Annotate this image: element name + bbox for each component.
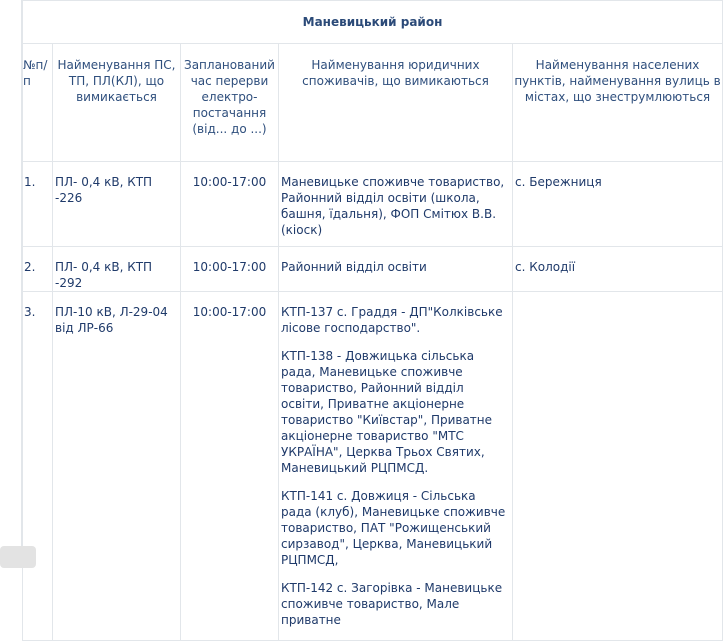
row-line: ПЛ- 0,4 кВ, КТП -226 (53, 162, 181, 247)
scroll-handle[interactable] (0, 546, 36, 568)
row-line: ПЛ- 0,4 кВ, КТП -292 (53, 247, 181, 292)
consumer-paragraph: Маневицьке споживче товариство, Районний відділ освіти (школа, башня, їдальня), ФОП Смітюх В.В.(кіоск) (281, 175, 505, 237)
row-locality: с. Бережниця (513, 162, 723, 247)
row-time: 10:00-17:00 (181, 247, 279, 292)
row-number: 2. (23, 247, 53, 292)
district-title: Маневицький район (23, 1, 723, 44)
table-row (23, 162, 723, 247)
row-locality: с. Колодії (513, 247, 723, 292)
consumer-paragraph: КТП-142 с. Загорівка - Маневицьке споживче товариство, Мале приватне (281, 581, 503, 627)
consumer-paragraph: Районний відділ освіти (281, 260, 427, 274)
row-locality (513, 292, 723, 641)
header-no: №п/п (23, 44, 53, 162)
district-row (23, 1, 723, 44)
consumer-paragraph: КТП-138 - Довжицька сільська рада, Маневицьке споживче товариство, Районний відділ освіти, Приватне акціонерне товариство "Київстар", Приватне акціонерне товариство "МТС УКРАЇНА", Церква Трьох Святих, Маневицький РЦПМСД. (281, 349, 493, 475)
row-line: ПЛ-10 кВ, Л-29-04 від ЛР-66 (53, 292, 181, 641)
header-localities: Найменування населених пунктів, найменування вулиць в містах, що знеструмлюються (513, 44, 723, 162)
consumer-paragraph: КТП-137 с. Граддя - ДП"Колківське лісове господарство". (281, 305, 503, 335)
table-row (23, 292, 723, 641)
row-time: 10:00-17:00 (181, 162, 279, 247)
row-consumers (279, 247, 513, 292)
row-consumers (279, 292, 513, 641)
consumer-paragraph: КТП-141 с. Довжиця - Сільська рада (клуб), Маневицьке споживче товариство, ПАТ "Рожищенський сирзавод", Церква, Маневицький РЦПМСД, (281, 489, 506, 567)
row-consumers (279, 162, 513, 247)
row-time: 10:00-17:00 (181, 292, 279, 641)
header-line: Найменування ПС, ТП, ПЛ(КЛ), що вимикається (53, 44, 181, 162)
outage-schedule-table (22, 0, 723, 641)
header-consumers: Найменування юридичних споживачів, що вимикаються (279, 44, 513, 162)
header-time: Запланований час перерви електро-постачання (від... до ...) (181, 44, 279, 162)
table-row (23, 247, 723, 292)
row-number: 1. (23, 162, 53, 247)
header-row (23, 44, 723, 162)
row-number: 3. (23, 292, 53, 641)
